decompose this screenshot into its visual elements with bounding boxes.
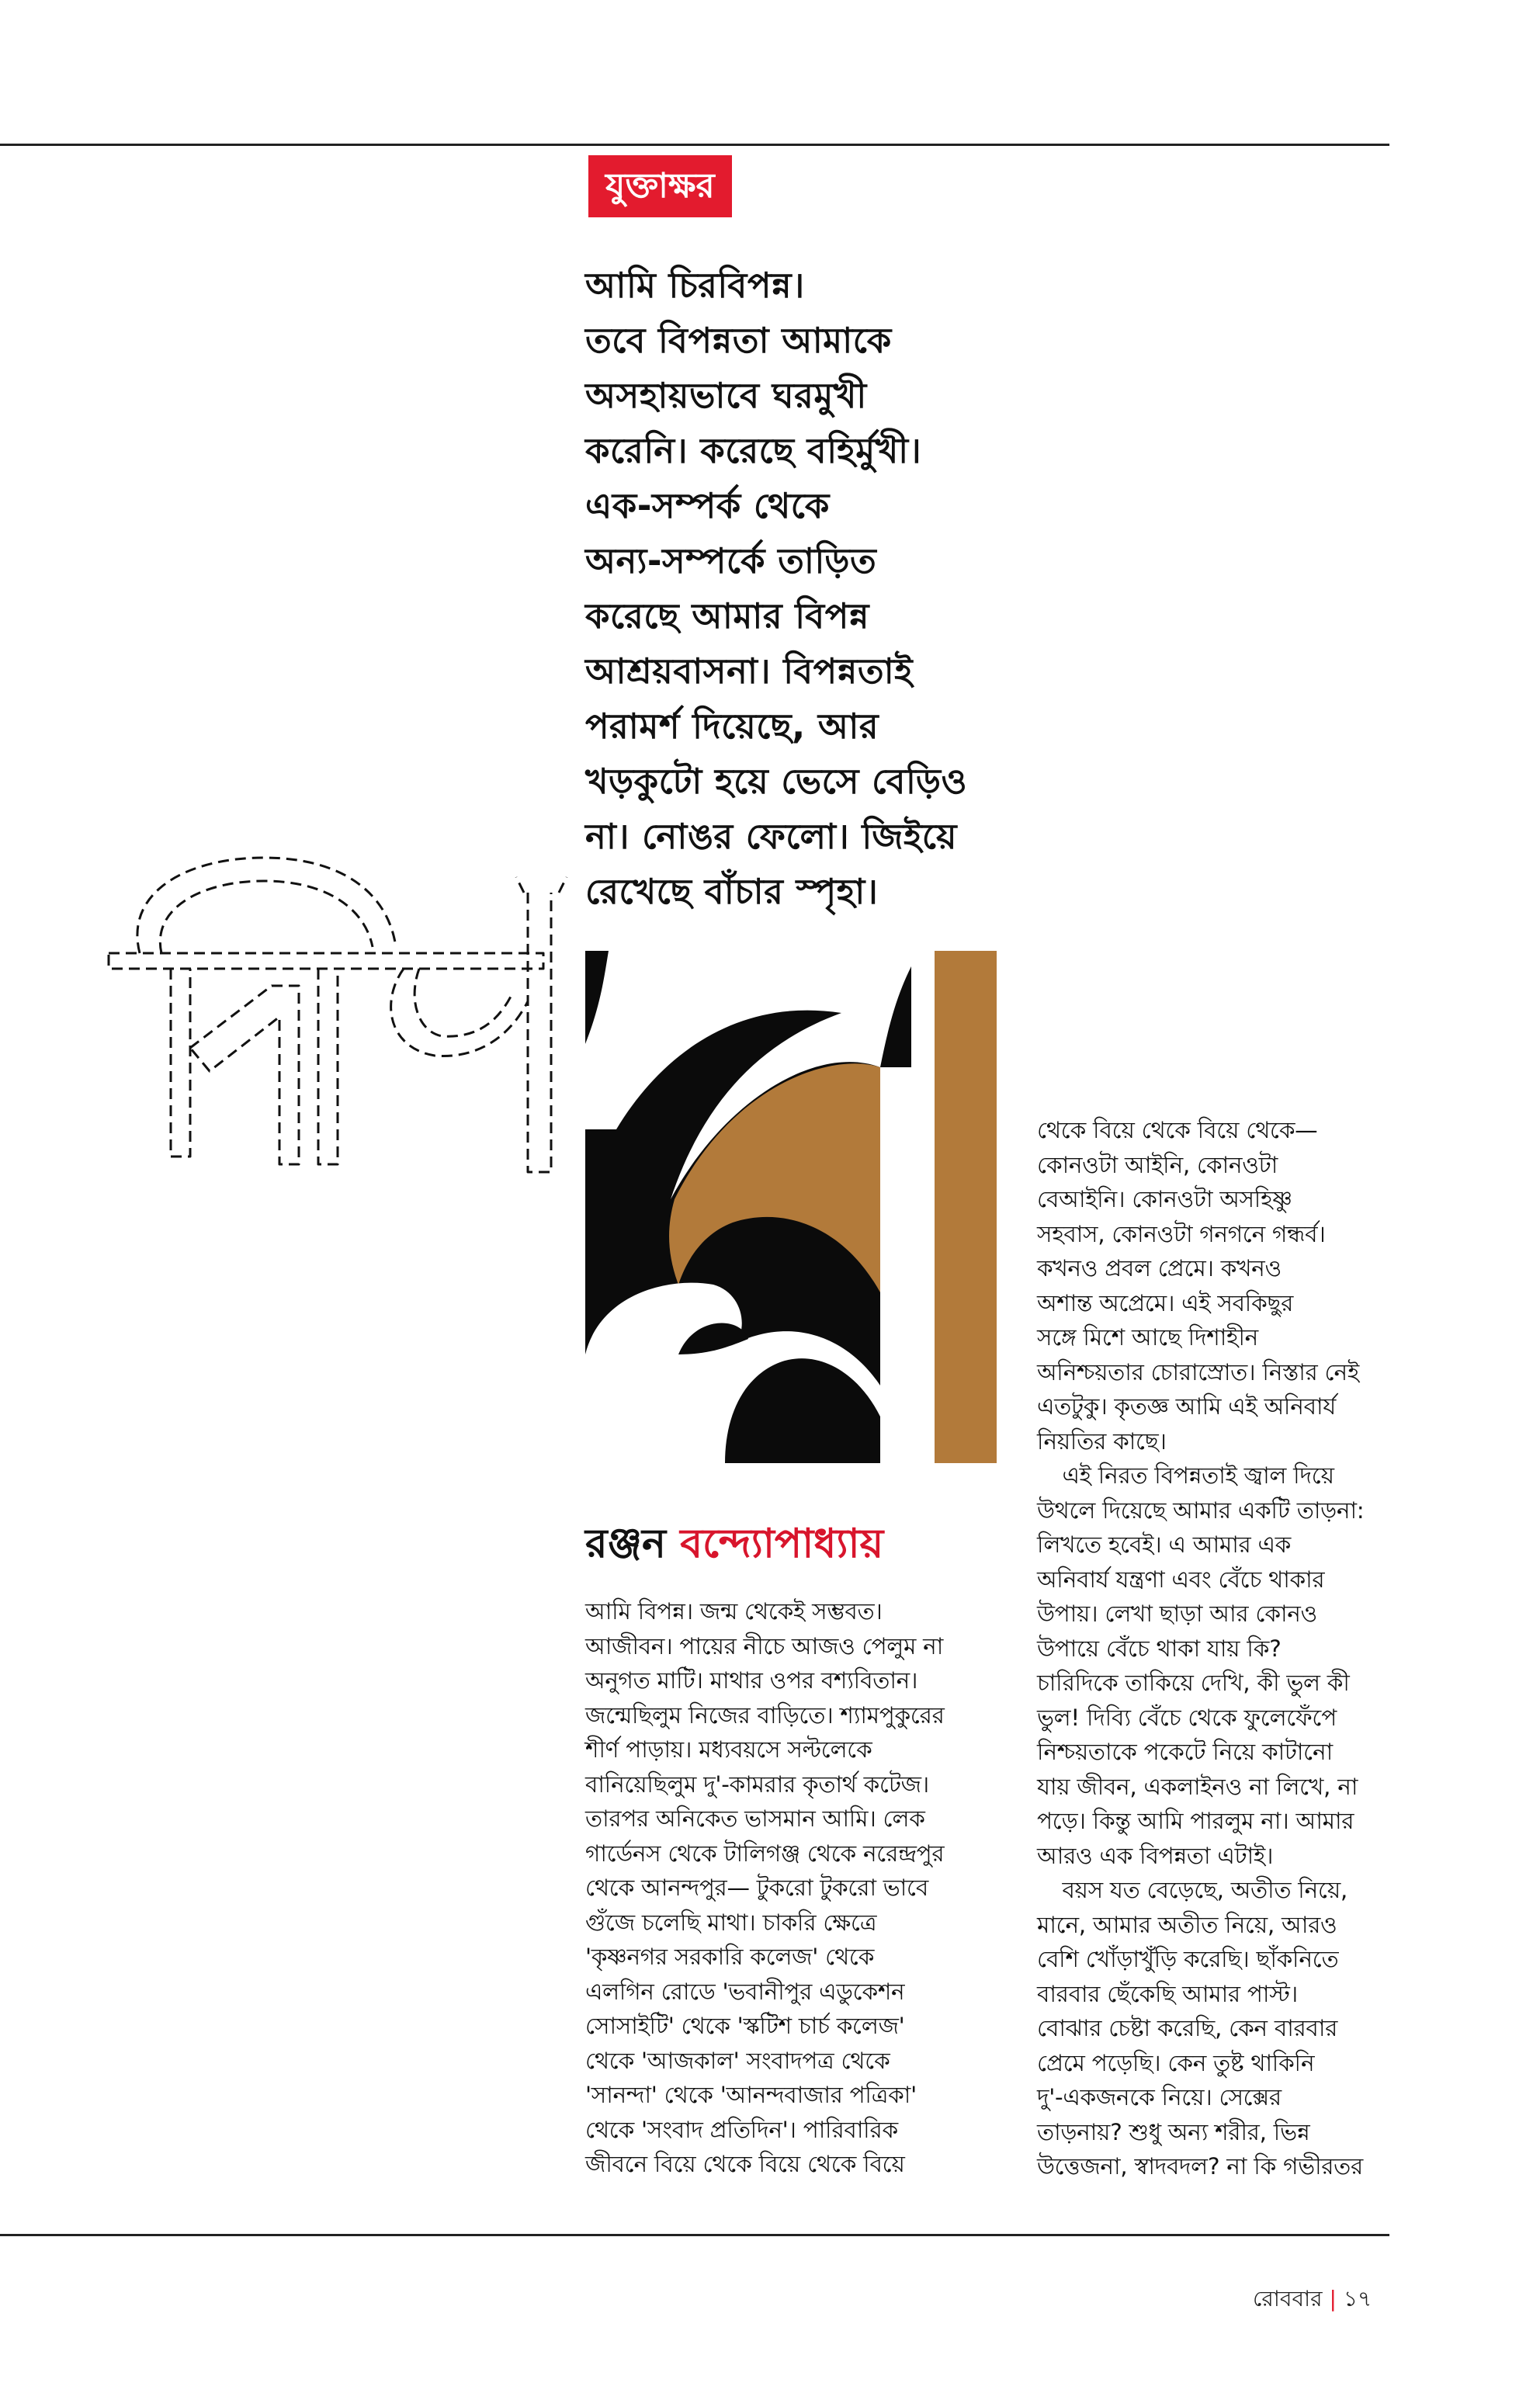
body-line: আরও এক বিপন্নতা এটাই।: [1037, 1842, 1274, 1869]
body-line: পড়ে। কিন্তু আমি পারলুম না। আমার: [1037, 1808, 1354, 1834]
body-line: থেকে 'আজকাল' সংবাদপত্র থেকে: [585, 2047, 890, 2074]
section-label: যুক্তাক্ষর: [588, 155, 732, 217]
body-line: 'সানন্দা' থেকে 'আনন্দবাজার পত্রিকা': [585, 2082, 917, 2108]
body-line: কোনওটা আইনি, কোনওটা: [1037, 1151, 1278, 1178]
body-line: নিশ্চয়তাকে পকেটে নিয়ে কাটানো: [1037, 1739, 1333, 1765]
intro-line: করেনি। করেছে বহির্মুখী।: [585, 430, 922, 471]
body-line: গার্ডেনস থেকে টালিগঞ্জ থেকে নরেন্দ্রপুর: [585, 1840, 945, 1867]
body-line: অনিশ্চয়তার চোরাস্রোত। নিস্তার নেই: [1037, 1358, 1359, 1386]
body-line: বেআইনি। কোনওটা অসহিষ্ণু: [1037, 1186, 1292, 1212]
body-line: যায় জীবন, একলাইনও না লিখে, না: [1037, 1773, 1358, 1800]
page-folio: [1253, 2282, 1372, 2318]
body-line: জীবনে বিয়ে থেকে বিয়ে থেকে বিয়ে: [585, 2151, 905, 2177]
body-line: অনুগত মাটি। মাথার ওপর বশ্যবিতান।: [585, 1667, 918, 1694]
body-line: সোসাইটি' থেকে 'স্কটিশ চার্চ কলেজ': [585, 2013, 905, 2039]
body-line: লিখতে হবেই। এ আমার এক: [1037, 1531, 1291, 1558]
body-line: সহবাস, কোনওটা গনগনে গন্ধর্ব।: [1037, 1220, 1326, 1247]
intro-line: না। নোঙর ফেলো। জিইয়ে: [585, 816, 957, 857]
author-byline: [585, 1512, 883, 1580]
intro-line: আশ্রয়বাসনা। বিপন্নতাই: [585, 650, 914, 692]
body-line: বেশি খোঁড়াখুঁড়ি করেছি। ছাঁকনিতে: [1037, 1946, 1339, 1972]
dashed-glyph-motif: [93, 846, 590, 1195]
intro-line: করেছে আমার বিপন্ন: [585, 595, 869, 636]
body-line: শীর্ণ পাড়ায়। মধ্যবয়সে সল্টলেকে: [585, 1736, 872, 1763]
body-line: গুঁজে চলেছি মাথা। চাকরি ক্ষেত্রে: [585, 1909, 877, 1936]
intro-line: খড়কুটো হয়ে ভেসে বেড়িও: [585, 761, 968, 802]
intro-line: তবে বিপন্নতা আমাকে: [585, 320, 892, 361]
body-line: উপায়। লেখা ছাড়া আর কোনও: [1037, 1601, 1317, 1627]
article-column-left: [585, 1594, 945, 2182]
bottom-rule: [0, 2234, 1389, 2236]
body-line: আমি বিপন্ন। জন্ম থেকেই সম্ভবত।: [585, 1598, 883, 1625]
body-line: এলগিন রোডে 'ভবানীপুর এডুকেশন: [585, 1978, 905, 2005]
body-line: থেকে বিয়ে থেকে বিয়ে থেকে—: [1037, 1117, 1318, 1143]
body-line: থেকে আনন্দপুর— টুকরো টুকরো ভাবে: [585, 1875, 929, 1901]
body-line: অশান্ত অপ্রেমে। এই সবকিছুর: [1037, 1289, 1294, 1316]
intro-block: [585, 258, 1020, 919]
author-last-name: বন্দ্যোপাধ্যায়: [680, 1521, 884, 1567]
body-line: 'কৃষ্ণনগর সরকারি কলেজ' থেকে: [585, 1944, 875, 1970]
body-line: বানিয়েছিলুম দু'-কামরার কৃতার্থ কটেজ।: [585, 1770, 929, 1798]
body-line: তারপর অনিকেত ভাসমান আমি। লেক: [585, 1805, 925, 1832]
body-line: আজীবন। পায়ের নীচে আজও পেলুম না: [585, 1632, 943, 1659]
magazine-name: রোববার: [1253, 2286, 1323, 2311]
page-number: ১৭: [1343, 2286, 1372, 2311]
body-line: জন্মেছিলুম নিজের বাড়িতে। শ্যামপুকুরের: [585, 1701, 945, 1729]
body-line: মানে, আমার অতীত নিয়ে, আরও: [1037, 1911, 1337, 1938]
intro-line: অসহায়ভাবে ঘরমুখী: [585, 375, 867, 416]
folio-separator: |: [1329, 2286, 1337, 2311]
body-line: উপায়ে বেঁচে থাকা যায় কি?: [1037, 1635, 1282, 1662]
abstract-logo: [585, 951, 997, 1463]
body-line: ভুল! দিব্যি বেঁচে থেকে ফুলেফেঁপে: [1037, 1704, 1337, 1731]
body-line: নিয়তির কাছে।: [1037, 1427, 1167, 1455]
body-line: অনিবার্য যন্ত্রণা এবং বেঁচে থাকার: [1037, 1566, 1325, 1593]
body-line: বারবার ছেঁকেছি আমার পাস্ট।: [1037, 1980, 1298, 2007]
body-line: প্রেমে পড়েছি। কেন তুষ্ট থাকিনি: [1037, 2049, 1315, 2076]
body-line: তাড়নায়? শুধু অন্য শরীর, ভিন্ন: [1037, 2118, 1310, 2145]
body-line: দু'-একজনকে নিয়ে। সেক্সের: [1037, 2084, 1282, 2110]
intro-line: অন্য-সম্পর্কে তাড়িত: [585, 540, 877, 581]
body-line: সঙ্গে মিশে আছে দিশাহীন: [1037, 1324, 1258, 1351]
body-line: উত্তেজনা, স্বাদবদল? না কি গভীরতর: [1037, 2153, 1363, 2180]
intro-line: আমি চিরবিপন্ন।: [585, 265, 805, 306]
top-rule: [0, 144, 1389, 146]
body-line: এতটুকু। কৃতজ্ঞ আমি এই অনিবার্য: [1037, 1393, 1336, 1420]
intro-line: রেখেছে বাঁচার স্পৃহা।: [585, 871, 879, 912]
body-line: বয়স যত বেড়েছে, অতীত নিয়ে,: [1062, 1877, 1348, 1903]
body-line: বোঝার চেষ্টা করেছি, কেন বারবার: [1037, 2015, 1338, 2041]
body-line: এই নিরত বিপন্নতাই জ্বাল দিয়ে: [1062, 1462, 1334, 1489]
body-line: চারিদিকে তাকিয়ে দেখি, কী ভুল কী: [1037, 1670, 1350, 1696]
author-first-name: রঞ্জন: [585, 1521, 667, 1567]
body-line: কখনও প্রবল প্রেমে। কখনও: [1037, 1255, 1282, 1281]
intro-line: এক-সম্পর্ক থেকে: [585, 485, 830, 526]
intro-line: পরামর্শ দিয়েছে, আর: [585, 706, 879, 747]
body-line: উথলে দিয়েছে আমার একটি তাড়না:: [1037, 1496, 1365, 1524]
article-column-right: [1037, 1113, 1379, 2184]
body-line: থেকে 'সংবাদ প্রতিদিন'। পারিবারিক: [585, 2116, 898, 2143]
